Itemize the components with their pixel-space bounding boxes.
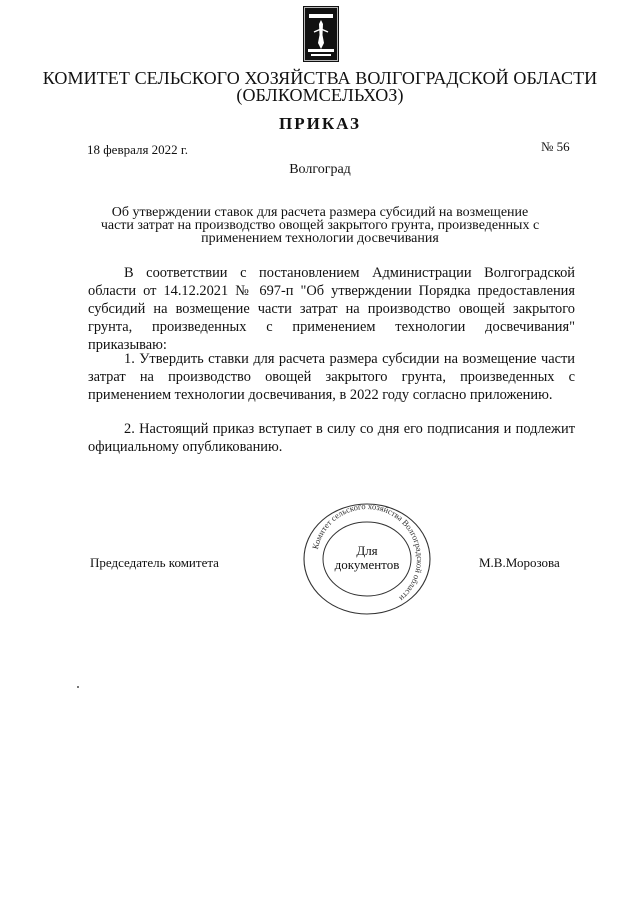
document-date: 18 февраля 2022 г. xyxy=(87,142,189,157)
document-subject xyxy=(0,206,640,245)
signature-position: Председатель комитета xyxy=(90,555,219,570)
body-paragraph-item-2 xyxy=(88,420,575,456)
coat-of-arms-icon xyxy=(302,5,340,63)
paragraph-text: 2. Настоящий приказ вступает в силу со дня его подписания и подлежит официальному опубликованию. xyxy=(88,421,575,455)
subject-line: применением технологии досвечивания xyxy=(201,231,439,246)
paragraph-text: 1. Утвердить ставки для расчета размера субсидии на возмещение части затрат на производство овощей закрытого грунта, произведенных с применением технологии досвечивания, в 2022 году согласно приложению. xyxy=(88,351,575,403)
subject-line: Об утверждении ставок для расчета размера субсидий на возмещение xyxy=(111,205,529,220)
org-name-line-1: КОМИТЕТ СЕЛЬСКОГО ХОЗЯЙСТВА ВОЛГОГРАДСКОЙ ОБЛАСТИ xyxy=(42,68,598,88)
body-paragraph-preamble xyxy=(88,264,575,354)
stamp-ring-text: Комитет сельского хозяйства Волгоградской области xyxy=(310,500,426,604)
signature-name: М.В.Морозова xyxy=(479,555,560,570)
document-title: ПРИКАЗ xyxy=(279,114,361,133)
round-stamp xyxy=(298,500,436,618)
stamp-center-line-2: документов xyxy=(334,557,400,572)
paragraph-text: В соответствии с постановлением Администрации Волгоградской области от 14.12.2021 № 697-п "Об утверждении Порядка предоставления субсидий на возмещение части затрат на производство овощей закрытого грунта, произведенных с применением технологии досвечивания" приказываю: xyxy=(88,265,575,353)
scan-speck xyxy=(77,686,79,688)
body-paragraph-item-1 xyxy=(88,350,575,404)
org-name-line-2: (ОБЛКОМСЕЛЬХОЗ) xyxy=(236,85,404,105)
stamp-center-line-1: Для xyxy=(356,543,378,558)
document-number: № 56 xyxy=(541,139,570,154)
document-city: Волгоград xyxy=(289,162,351,177)
subject-line: части затрат на производство овощей закрытого грунта, произведенных с xyxy=(100,218,540,233)
